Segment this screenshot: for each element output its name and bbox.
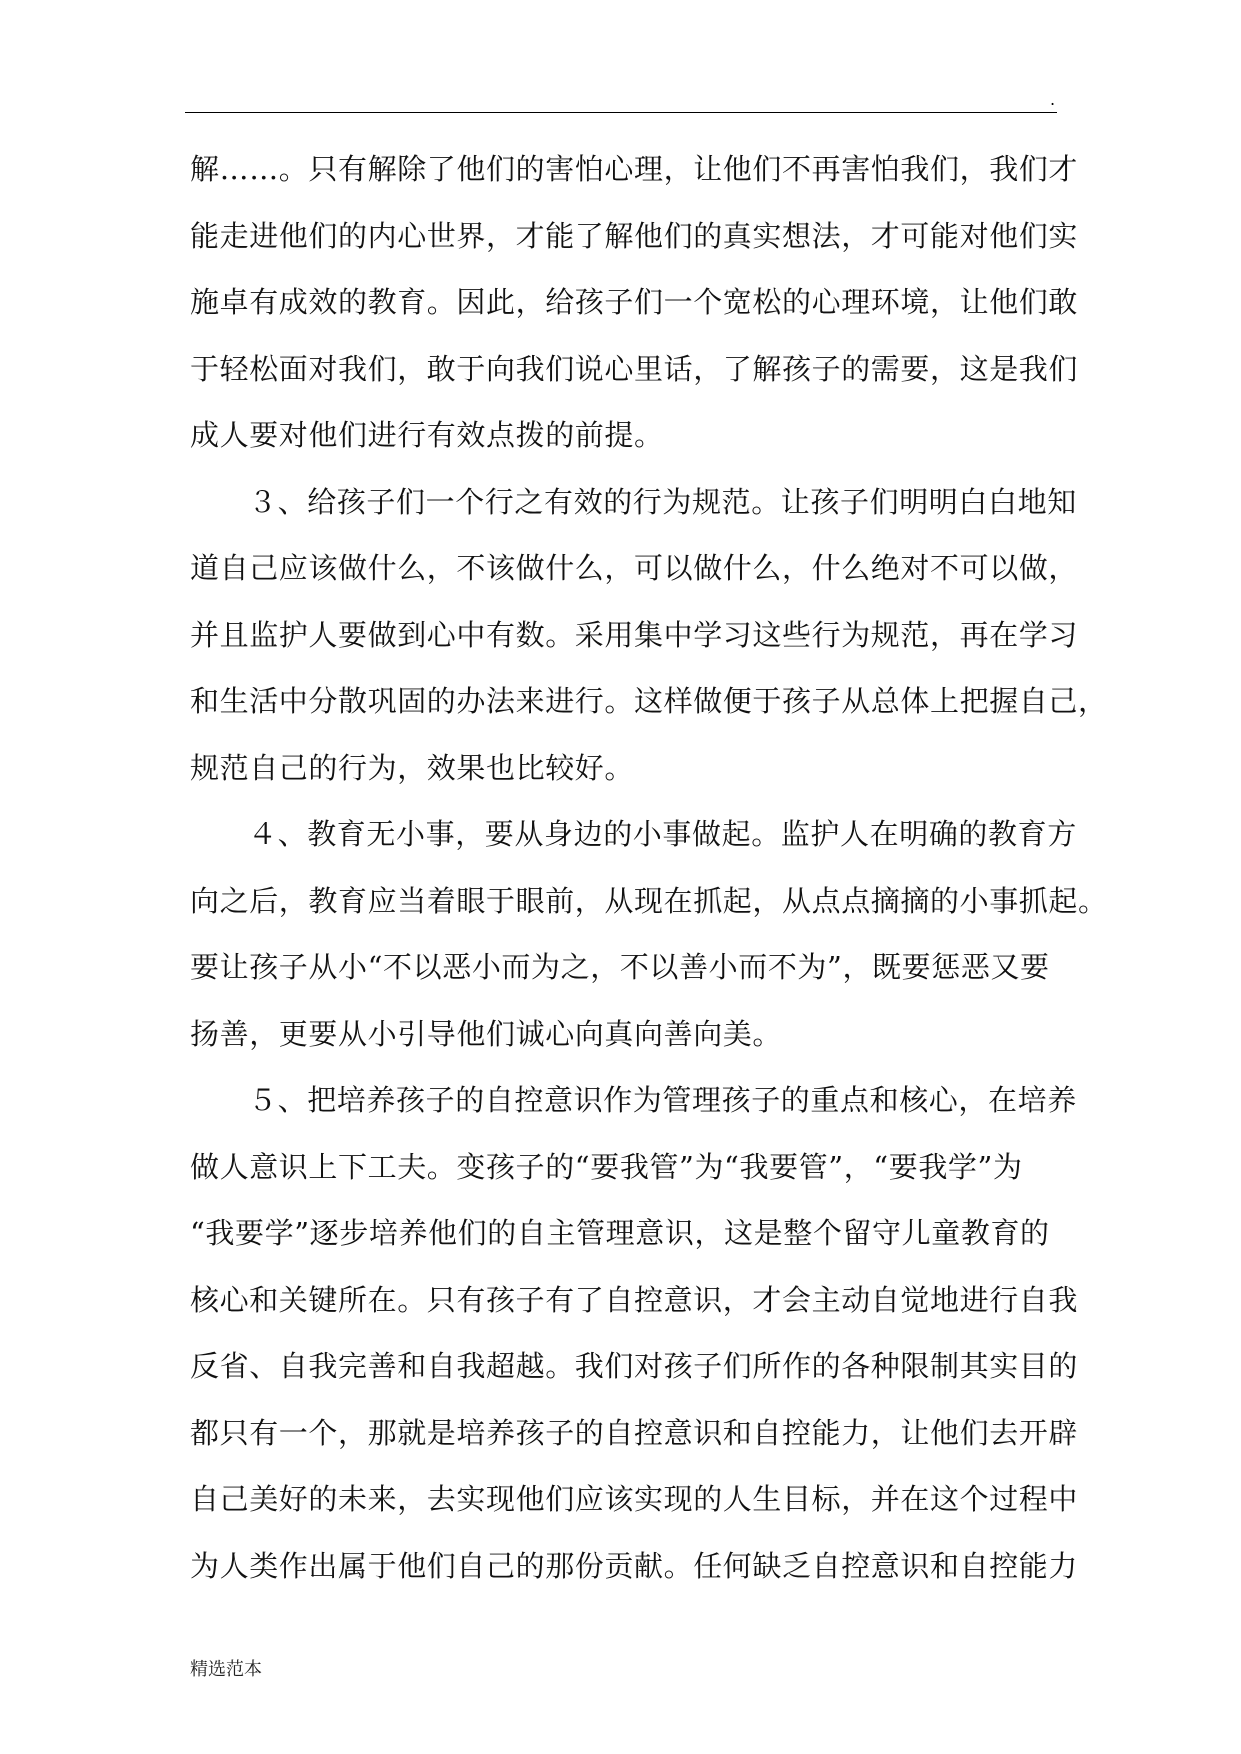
text-line: 为人类作出属于他们自己的那份贡献。任何缺乏自控意识和自控能力 (190, 1548, 1079, 1583)
text-line: 做人意识上下工夫。变孩子的“要我管”为“我要管”，“要我学”为 (190, 1149, 1023, 1184)
text-line: “我要学”逐步培养他们的自主管理意识，这是整个留守儿童教育的 (190, 1216, 1050, 1250)
text-line: 都只有一个，那就是培养孩子的自控意识和自控能力，让他们去开辟 (190, 1415, 1079, 1450)
header-rule (185, 112, 1057, 113)
paragraph-start-line: ３、给孩子们一个行之有效的行为规范。让孩子们明明白白地知 (248, 484, 1077, 519)
text-line: 核心和关键所在。只有孩子有了自控意识，才会主动自觉地进行自我 (190, 1282, 1079, 1317)
footer-label: 精选范本 (190, 1659, 262, 1680)
text-line: 扬善，更要从小引导他们诚心向真向善向美。 (190, 1016, 783, 1051)
text-line: 施卓有成效的教育。因此，给孩子们一个宽松的心理环境，让他们敢 (190, 285, 1079, 319)
paragraph-start-line: ４、教育无小事，要从身边的小事做起。监护人在明确的教育方 (248, 817, 1077, 851)
text-line: 向之后，教育应当着眼于眼前，从现在抓起，从点点摘摘的小事抓起。 (190, 883, 1108, 918)
paragraph-start-line: ５、把培养孩子的自控意识作为管理孩子的重点和核心，在培养 (248, 1083, 1077, 1117)
text-line: 成人要对他们进行有效点拨的前提。 (190, 418, 664, 452)
text-line: 道自己应该做什么，不该做什么，可以做什么，什么绝对不可以做， (190, 551, 1079, 585)
text-line: 要让孩子从小“不以恶小而为之，不以善小而不为”，既要惩恶又要 (190, 950, 1050, 984)
header-mark: . (1050, 90, 1056, 109)
text-line: 能走进他们的内心世界，才能了解他们的真实想法，才可能对他们实 (190, 218, 1079, 253)
text-line: 自己美好的未来，去实现他们应该实现的人生目标，并在这个过程中 (190, 1482, 1079, 1516)
text-line: 规范自己的行为，效果也比较好。 (190, 750, 635, 785)
text-line: 解……。只有解除了他们的害怕心理，让他们不再害怕我们，我们才 (190, 152, 1079, 186)
text-line: 于轻松面对我们，敢于向我们说心里话，了解孩子的需要，这是我们 (190, 351, 1079, 386)
body-text (190, 136, 1108, 1599)
text-line: 并且监护人要做到心中有数。采用集中学习这些行为规范，再在学习 (190, 617, 1079, 652)
text-line: 反省、自我完善和自我超越。我们对孩子们所作的各种限制其实目的 (190, 1349, 1079, 1383)
text-line: 和生活中分散巩固的办法来进行。这样做便于孩子从总体上把握自己， (190, 684, 1108, 718)
